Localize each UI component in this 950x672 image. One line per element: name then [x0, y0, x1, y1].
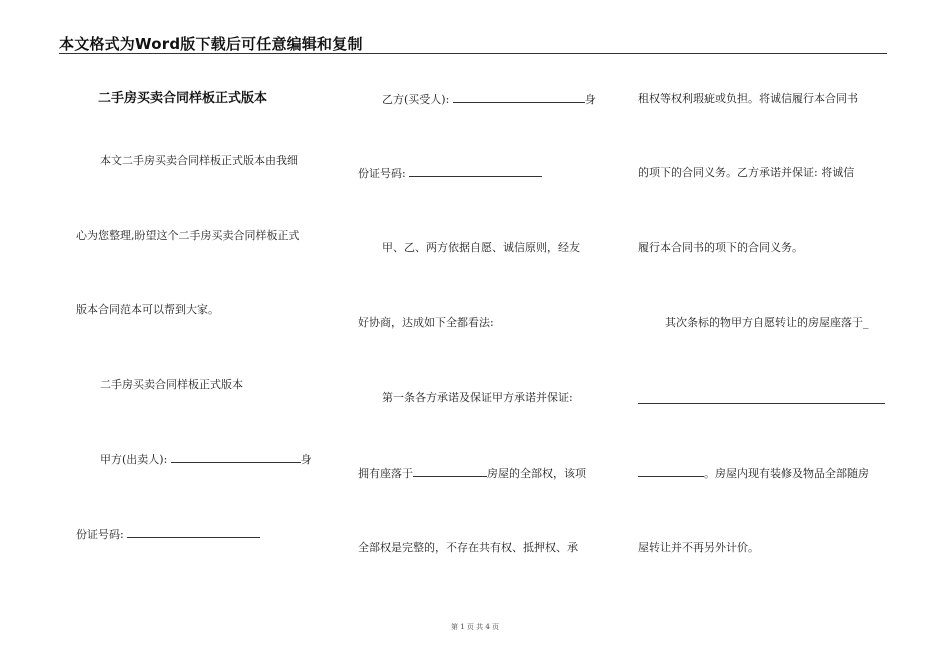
ownership-line: 全部权是完整的，不存在共有权、抵押权、承 [358, 541, 578, 554]
party-a-suffix: 身 [300, 453, 312, 466]
property-location-blank [413, 466, 487, 477]
property-location-prefix: 拥有座落于 [358, 467, 413, 480]
article-2-heading: 其次条标的物甲方自愿转让的房屋座落于_ [665, 316, 869, 329]
party-a-id-label: 份证号码: [76, 528, 128, 541]
furnishings-text: 。房屋内现有装修及物品全部随房 [704, 467, 869, 480]
intro-line-1: 本文二手房买卖合同样板正式版本由我细 [100, 154, 298, 167]
page-header-title: 本文格式为Word版下载后可任意编辑和复制 [59, 35, 363, 53]
intro-line-3: 版本合同范本可以帮到大家。 [76, 303, 219, 316]
document-subtitle: 二手房买卖合同样板正式版本 [100, 378, 243, 391]
article-1-heading: 第一条各方承诺及保证甲方承诺并保证: [382, 391, 573, 404]
property-location-line [358, 466, 586, 481]
document-title: 二手房买卖合同样板正式版本 [98, 91, 268, 106]
agreement-line-1: 甲、乙、两方依据自愿、诚信原则，经友 [382, 241, 580, 254]
furnishings-blank [638, 466, 704, 477]
party-b-label: 乙方(买受人): [382, 93, 453, 106]
party-a-id-blank [127, 527, 260, 538]
party-b-id-line [358, 166, 542, 181]
party-b-suffix: 身 [584, 93, 596, 106]
continuation-line-1: 租权等权利瑕疵或负担。将诚信履行本合同书 [638, 92, 858, 105]
party-b-id-label: 份证号码: [358, 167, 410, 180]
party-a-name-blank [171, 452, 301, 463]
party-b-line [382, 92, 596, 107]
agreement-line-2: 好协商，达成如下全都看法: [358, 316, 494, 329]
property-location-suffix: 房屋的全部权，该项 [487, 467, 586, 480]
intro-line-2: 心为您整理,盼望这个二手房买卖合同样板正式 [76, 229, 300, 242]
party-a-id-line [76, 527, 260, 542]
transfer-line: 屋转让并不再另外计价。 [638, 541, 759, 554]
party-a-label: 甲方(出卖人): [100, 453, 171, 466]
continuation-line-2: 的项下的合同义务。乙方承诺并保证: 将诚信 [638, 166, 855, 179]
continuation-line-3: 履行本合同书的项下的合同义务。 [638, 241, 803, 254]
party-b-id-blank [409, 166, 542, 177]
address-blank-full [638, 393, 885, 404]
page-number: 第 1 页 共 4 页 [450, 623, 500, 631]
party-b-name-blank [453, 92, 585, 103]
header-divider [59, 53, 887, 54]
furnishings-line [638, 466, 869, 481]
party-a-line [100, 452, 312, 467]
